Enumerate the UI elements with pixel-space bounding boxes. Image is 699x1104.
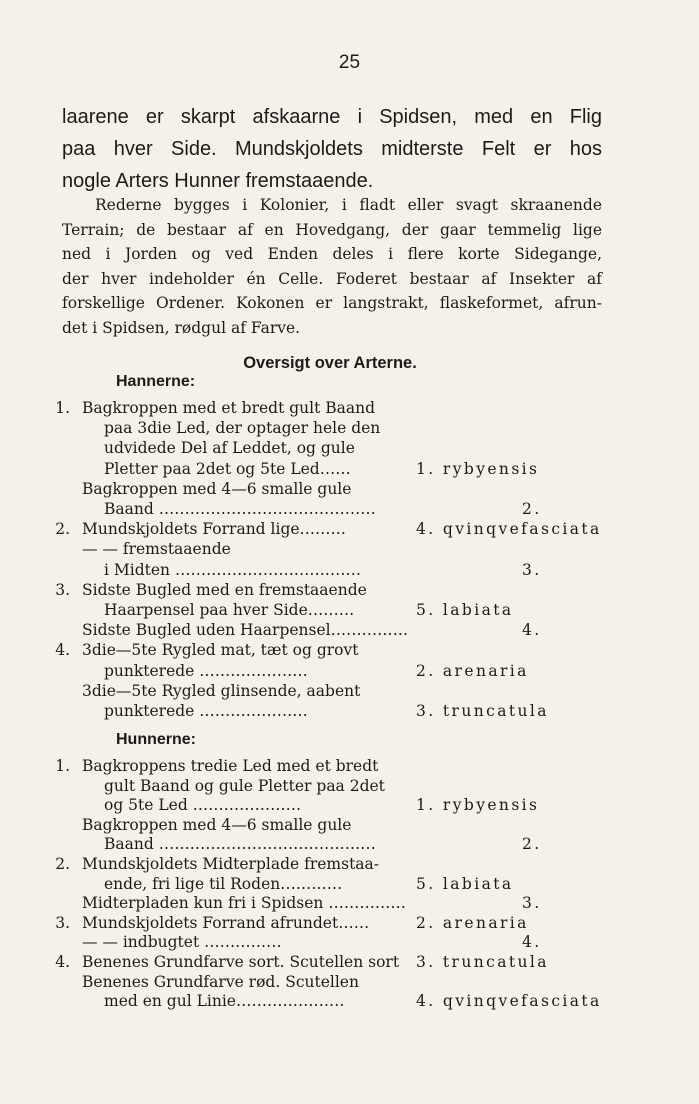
key-couplet-number: 3.: [55, 913, 70, 932]
key-line: [62, 893, 622, 913]
key-line: [55, 398, 622, 418]
key-line-text: med en gul Linie…………………: [104, 992, 345, 1011]
key-line: [62, 600, 622, 620]
key-line: [62, 681, 622, 701]
key-line: [62, 539, 622, 559]
key-line: [62, 776, 622, 796]
key-result: 3.: [522, 894, 542, 913]
key-result: 2.: [522, 835, 542, 854]
key-line-text: gult Baand og gule Pletter paa 2det: [104, 776, 385, 795]
key-line: [62, 932, 622, 952]
key-line: [62, 499, 622, 519]
key-line: [62, 479, 622, 499]
key-result: 4.: [522, 933, 542, 952]
key-couplet-number: 4.: [55, 953, 70, 971]
key-result: 2.: [522, 500, 542, 518]
key-line: [55, 580, 622, 600]
key-couplet-number: 1.: [55, 399, 70, 417]
key-line-text: Sidste Bugled med en fremstaaende: [82, 580, 367, 599]
intro-line: paa hver Side. Mundskjoldets midterste Felt er hos: [62, 138, 602, 160]
key-line: [62, 620, 622, 640]
key-line-text: 3die—5te Rygled glinsende, aabent: [82, 681, 361, 700]
key-line: [62, 560, 622, 580]
key-line-text: Mundskjoldets Forrand afrundet……: [82, 913, 370, 932]
key-line-text: paa 3die Led, der optager hele den: [104, 419, 381, 438]
key-line: [62, 701, 622, 721]
key-line-text: Benenes Grundfarve rød. Scutellen: [82, 972, 359, 991]
key-result: 5. labiata: [416, 874, 514, 893]
paragraph-line: Rederne bygges i Kolonier, i fladt eller svagt skraanende: [95, 196, 602, 214]
key-line: [62, 661, 622, 681]
key-line: [55, 854, 622, 874]
key-line-text: i Midten ………………………………: [104, 560, 361, 579]
key-result: 1. rybyensis: [416, 796, 540, 815]
paragraph: [62, 193, 602, 341]
key-line-text: — — fremstaaende: [82, 540, 231, 559]
intro-line: nogle Arters Hunner fremstaaende.: [62, 170, 374, 192]
key-line: [55, 640, 622, 660]
paragraph-line: forskellige Ordener. Kokonen er langstrakt, flaskeformet, afrun-: [62, 294, 602, 313]
intro-line: laarene er skarpt afskaarne i Spidsen, med en Flig: [62, 106, 602, 128]
key-line-text: ende, fri lige til Roden…………: [104, 874, 343, 893]
paragraph-line: ned i Jorden og ved Enden deles i flere korte Sidegange,: [62, 245, 602, 264]
key-couplet-number: 2.: [55, 520, 70, 539]
key-line: [62, 874, 622, 894]
key-line-text: Sidste Bugled uden Haarpensel……………: [82, 621, 409, 640]
key-line-text: Pletter paa 2det og 5te Led……: [104, 459, 351, 478]
key-result: 1. rybyensis: [416, 459, 540, 478]
key-title: Oversigt over Arterne.: [243, 354, 417, 372]
paragraph-line: Terrain; de bestaar af en Hovedgang, der gaar temmelig lige: [62, 220, 602, 239]
males-heading: Hannerne:: [116, 373, 196, 390]
key-line: [62, 459, 622, 479]
key-line: [62, 438, 622, 458]
key-line: [62, 972, 622, 992]
key-line: [62, 991, 622, 1011]
key-line-text: — — indbugtet ……………: [82, 933, 282, 952]
key-result: 3. truncatula: [416, 953, 549, 971]
key-result: 3. truncatula: [416, 702, 549, 720]
key-line: [55, 952, 622, 972]
key-line-text: punkterede …………………: [104, 702, 308, 720]
key-line-text: Bagkroppens tredie Led med et bredt: [82, 757, 379, 775]
key-couplet-number: 3.: [55, 580, 70, 599]
paragraph-line: det i Spidsen, rødgul af Farve.: [62, 318, 301, 337]
paragraph-line: der hver indeholder én Celle. Foderet bestaar af Insekter af: [62, 269, 602, 288]
key-line-text: Bagkroppen med et bredt gult Baand: [82, 399, 376, 417]
key-line: [62, 795, 622, 815]
key-line-text: Baand ……………………………………: [104, 835, 376, 854]
page-number: 25: [338, 52, 361, 73]
key-line-text: Midterpladen kun fri i Spidsen ……………: [82, 894, 406, 913]
key-line-text: Haarpensel paa hver Side………: [104, 601, 355, 619]
key-line: [62, 418, 622, 438]
key-line-text: Mundskjoldets Midterplade fremstaa-: [82, 855, 380, 873]
key-couplet-number: 4.: [55, 641, 70, 660]
key-line-text: Baand ……………………………………: [104, 500, 376, 518]
females-heading: Hunnerne:: [116, 731, 196, 748]
key-line-text: Bagkroppen med 4—6 smalle gule: [82, 479, 352, 498]
key-line: [62, 815, 622, 835]
key-line-text: Mundskjoldets Forrand lige………: [82, 520, 347, 539]
key-result: 5. labiata: [416, 601, 514, 619]
key-result: 4. qvinqvefasciata: [416, 992, 602, 1011]
key-result: 2. arenaria: [416, 661, 529, 680]
key-couplet-number: 1.: [55, 757, 70, 775]
key-result: 2. arenaria: [416, 913, 529, 932]
key-line: [55, 913, 622, 933]
key-line: [55, 519, 622, 539]
key-result: 4.: [522, 621, 542, 640]
key-line-text: udvidede Del af Leddet, og gule: [104, 439, 355, 458]
key-line-text: Benenes Grundfarve sort. Scutellen sort: [82, 953, 400, 971]
key-couplet-number: 2.: [55, 855, 70, 873]
key-line-text: punkterede …………………: [104, 661, 308, 680]
key-line: [55, 756, 622, 776]
key-line-text: 3die—5te Rygled mat, tæt og grovt: [82, 641, 359, 660]
key-line-text: og 5te Led …………………: [104, 796, 302, 815]
intro-text: [62, 101, 602, 197]
key-line: [62, 834, 622, 854]
key-result: 4. qvinqvefasciata: [416, 520, 602, 539]
key-result: 3.: [522, 560, 542, 579]
key-line-text: Bagkroppen med 4—6 smalle gule: [82, 815, 352, 834]
